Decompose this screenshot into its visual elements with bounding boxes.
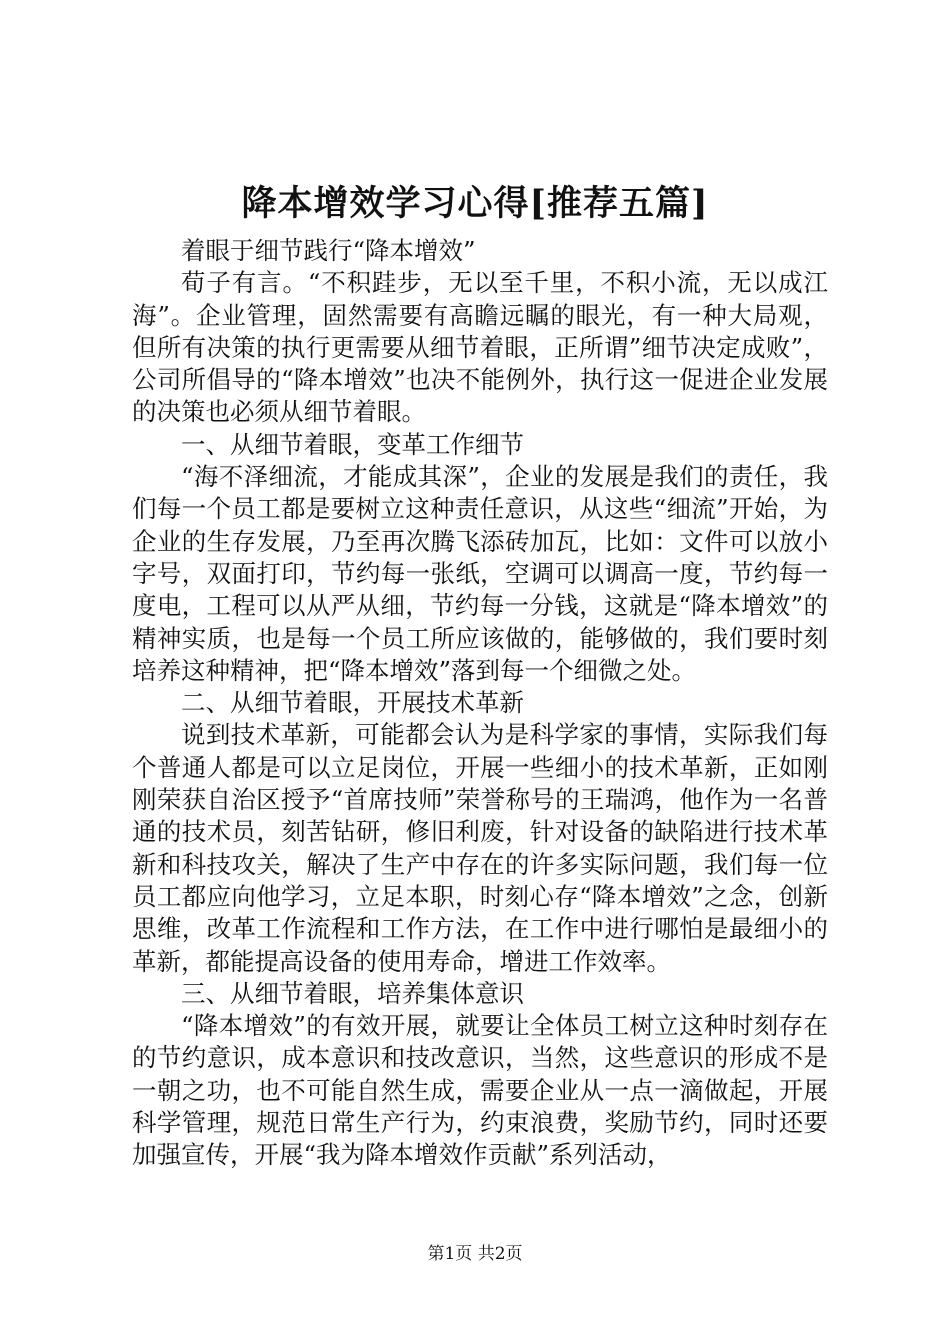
section-heading: 三、从细节着眼，培养集体意识 [181,978,524,1008]
page-number: 第1页 [427,1244,473,1264]
page-total: 共2页 [477,1244,523,1264]
document-body [132,235,828,1172]
body-paragraph: 说到技术革新，可能都会认为是科学家的事情，实际我们每个普通人都是可以立足岗位，开展一些细小的技术革新，正如刚刚荣获自治区授予“首席技师”荣誉称号的王瑞鸿，他作为一名普通的技术员，刻苦钻研，修旧利废，针对设备的缺陷进行技术革新和科技攻关，解决了生产中存在的许多实际问题，我们每一位员工都应向他学习，立足本职，时刻心存“降本增效”之念，创新思维，改革工作流程和工作方法，在工作中进行哪怕是最细小的革新，都能提高设备的使用寿命，增进工作效率。 [132,720,828,976]
page-footer [0,1242,950,1266]
section-heading: 一、从细节着眼，变革工作细节 [181,429,524,459]
body-paragraph: 荀子有言。“不积跬步，无以至千里，不积小流，无以成江海”。企业管理，固然需要有高瞻远瞩的眼光，有一种大局观，但所有决策的执行更需要从细节着眼，正所谓”细节决定成败”，公司所倡导的“降本增效”也决不能例外，执行这一促进企业发展的决策也必须从细节着眼。 [132,268,828,427]
subtitle: 着眼于细节践行“降本增效” [181,236,476,265]
document-title: 降本增效学习心得[推荐五篇] [241,183,709,224]
section-heading: 二、从细节着眼，开展技术革新 [181,688,524,718]
body-paragraph: “海不泽细流，才能成其深”，企业的发展是我们的责任，我们每一个员工都是要树立这种责任意识，从这些“细流”开始，为企业的生存发展，乃至再次腾飞添砖加瓦，比如：文件可以放小字号，双面打印，节约每一张纸，空调可以调高一度，节约每一度电，工程可以从严从细，节约每一分钱，这就是“降本增效”的精神实质，也是每一个员工所应该做的，能够做的，我们要时刻培养这种精神，把“降本增效”落到每一个细微之处。 [132,462,828,685]
body-paragraph: “降本增效”的有效开展，就要让全体员工树立这种时刻存在的节约意识，成本意识和技改意识，当然，这些意识的形成不是一朝之功，也不可能自然生成，需要企业从一点一滴做起，开展科学管理，规范日常生产行为，约束浪费，奖励节约，同时还要加强宣传，开展“我为降本增效作贡献”系列活动， [132,1011,828,1170]
